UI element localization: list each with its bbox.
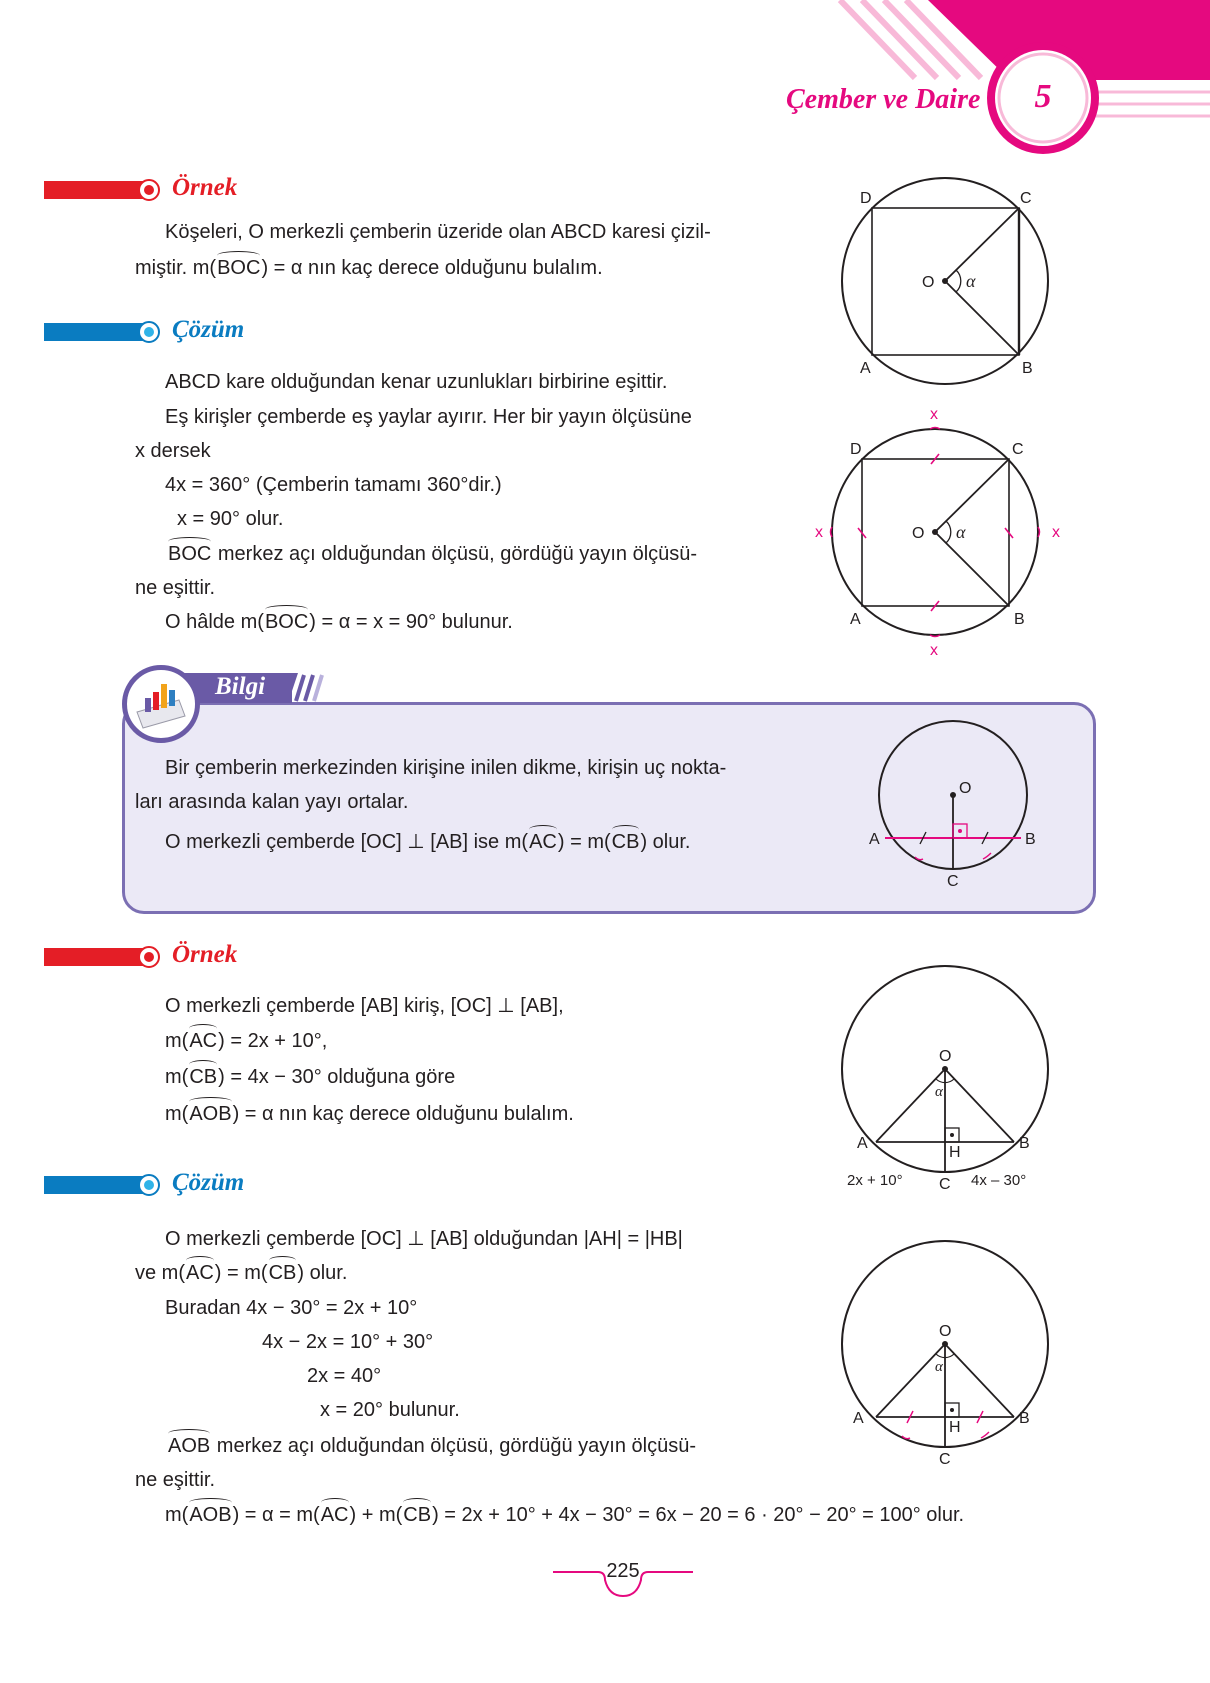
solution2-line9: m(AOB) = α = m(AC) + m(CB) = 2x + 10° + 4x − 30° = 6x − 20 = 6 · 20° − 20° = 100° olur.: [165, 1504, 965, 1526]
fig3-label-c: C: [947, 873, 959, 890]
example2-line1: O merkezli çemberde [AB] kiriş, [OC] ⊥ [AB],: [165, 995, 564, 1017]
bilgi-tab-stripes: [286, 673, 326, 703]
solution2-line1: O merkezli çemberde [OC] ⊥ [AB] olduğundan |AH| = |HB|: [165, 1228, 683, 1250]
fig5-label-c: C: [939, 1451, 951, 1468]
solution2-line4: 4x − 2x = 10° + 30°: [262, 1331, 434, 1353]
figure-chord-triangle-marked: [835, 1240, 1055, 1470]
solution1-line4: 4x = 360° (Çemberin tamamı 360°dir.): [165, 474, 502, 496]
fig1-label-b: B: [1022, 360, 1033, 377]
fig4-label-h: H: [949, 1144, 961, 1161]
chart-book-icon: [127, 670, 195, 738]
fig5-label-a: A: [853, 1410, 864, 1427]
fig3-label-o: O: [959, 780, 972, 797]
arc-boc: BOC: [217, 257, 261, 279]
solution2-line2: ve m(AC) = m(CB) olur.: [135, 1262, 348, 1284]
fig2-label-x-top: x: [930, 406, 938, 423]
solution1-line8: O hâlde m(BOC) = α = x = 90° bulunur.: [165, 611, 513, 633]
fig4-label-right-arc: 4x – 30°: [971, 1172, 1027, 1189]
fig2-label-alpha: α: [956, 522, 966, 542]
fig2-label-d: D: [850, 441, 862, 458]
fig2-label-x-bottom: x: [930, 642, 938, 659]
ornek-bar: [44, 948, 144, 966]
solution1-line1: ABCD kare olduğundan kenar uzunlukları birbirine eşittir.: [165, 371, 668, 393]
cozum-bullet-icon: [138, 1174, 160, 1196]
fig2-label-o: O: [912, 525, 925, 542]
fig2-label-c: C: [1012, 441, 1024, 458]
figure-square-in-circle: [820, 175, 1060, 385]
fig1-label-a: A: [860, 360, 871, 377]
fig5-label-b: B: [1019, 1410, 1030, 1427]
solution1-line6: BOC merkez açı olduğundan ölçüsü, gördüğü yayın ölçüsü-: [168, 543, 698, 565]
solution1-line5: x = 90° olur.: [177, 508, 284, 530]
fig5-label-o: O: [939, 1323, 952, 1340]
fig4-label-c: C: [939, 1176, 951, 1193]
cozum-bar: [44, 323, 144, 341]
ornek-bar: [44, 181, 144, 199]
example1-line2: miştir. m(BOC) = α nın kaç derece olduğunu bulalım.: [135, 257, 603, 279]
solution2-line8: ne eşittir.: [135, 1469, 216, 1491]
fig2-label-x-left: x: [815, 524, 823, 541]
solution1-line3: x dersek: [135, 440, 211, 462]
cozum-bar: [44, 1176, 144, 1194]
fig2-label-x-right: x: [1052, 524, 1060, 541]
fig2-label-b: B: [1014, 611, 1025, 628]
fig4-label-b: B: [1019, 1135, 1030, 1152]
fig4-label-a: A: [857, 1135, 868, 1152]
fig5-label-alpha: α: [935, 1359, 943, 1375]
ornek-heading: Örnek: [172, 174, 238, 201]
bilgi-heading: Bilgi: [215, 673, 266, 700]
ornek-bullet-icon: [138, 946, 160, 968]
solution2-line5: 2x = 40°: [307, 1365, 382, 1387]
bilgi-line1: Bir çemberin merkezinden kirişine inilen dikme, kirişin uç nokta-: [165, 757, 727, 779]
example2-line3: m(CB) = 4x − 30° olduğuna göre: [165, 1066, 456, 1088]
fig1-label-o: O: [922, 274, 935, 291]
cozum-heading: Çözüm: [172, 316, 245, 343]
solution1-line7: ne eşittir.: [135, 577, 216, 599]
example2-line2: m(AC) = 2x + 10°,: [165, 1030, 328, 1052]
fig1-label-d: D: [860, 190, 872, 207]
solution1-line2: Eş kirişler çemberde eş yaylar ayırır. Her bir yayın ölçüsüne: [165, 406, 692, 428]
cozum-bullet-icon: [138, 321, 160, 343]
ornek-bullet-icon: [138, 179, 160, 201]
fig3-label-b: B: [1025, 831, 1036, 848]
bilgi-line3: O merkezli çemberde [OC] ⊥ [AB] ise m(AC) = m(CB) olur.: [165, 831, 691, 853]
fig1-label-alpha: α: [966, 271, 976, 291]
fig3-label-a: A: [869, 831, 880, 848]
cozum-heading: Çözüm: [172, 1169, 245, 1196]
bilgi-icon: [122, 665, 200, 743]
fig4-label-o: O: [939, 1048, 952, 1065]
fig4-label-left-arc: 2x + 10°: [847, 1172, 903, 1189]
chapter-number: 5: [1034, 78, 1052, 115]
example1-line1: Köşeleri, O merkezli çemberin üzeride olan ABCD karesi çizil-: [165, 221, 711, 243]
figure-square-arcs: [810, 405, 1070, 665]
fig1-label-c: C: [1020, 190, 1032, 207]
solution2-line7: AOB merkez açı olduğundan ölçüsü, gördüğü yayın ölçüsü-: [168, 1435, 696, 1457]
fig4-label-alpha: α: [935, 1084, 943, 1100]
solution2-line6: x = 20° bulunur.: [320, 1399, 460, 1421]
ornek-heading: Örnek: [172, 941, 238, 968]
arc-boc: BOC: [168, 543, 212, 565]
fig5-label-h: H: [949, 1419, 961, 1436]
page-number: 225: [606, 1560, 640, 1582]
figure-chord-triangle: [835, 965, 1055, 1195]
chapter-title: Çember ve Daire: [786, 84, 981, 115]
example2-line4: m(AOB) = α nın kaç derece olduğunu bulalım.: [165, 1103, 574, 1125]
bilgi-line2: ları arasında kalan yayı ortalar.: [135, 791, 409, 813]
figure-perpendicular-chord: [865, 720, 1045, 890]
arc-boc: BOC: [264, 611, 309, 633]
fig2-label-a: A: [850, 611, 861, 628]
solution2-line3: Buradan 4x − 30° = 2x + 10°: [165, 1297, 418, 1319]
